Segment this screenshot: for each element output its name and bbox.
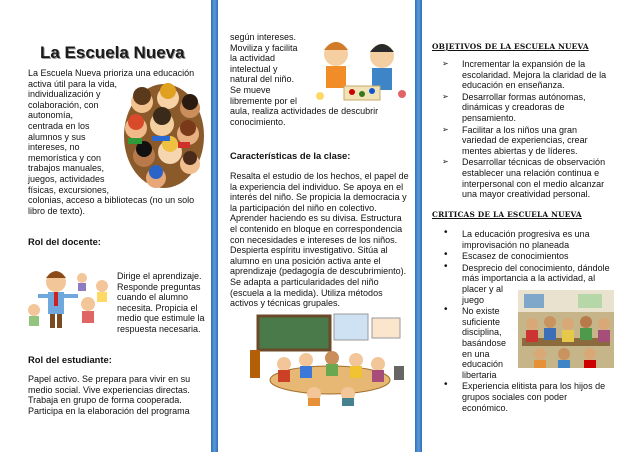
objective-item <box>432 92 616 124</box>
objective-item-line: mentes abiertas y de líderes. <box>462 145 578 156</box>
bullet-icon: • <box>444 304 448 316</box>
page-title: La Escuela Nueva <box>40 43 185 62</box>
objective-item-line: una mayor creatividad personal. <box>462 189 591 200</box>
teacher-line: respuesta necesaria. <box>117 323 201 334</box>
teacher-line: Responde preguntas <box>117 281 201 292</box>
features-line: con necesidades e intereses de los niños. <box>230 234 398 245</box>
fold-line-left <box>211 0 218 452</box>
continuation-line: conocimiento. <box>230 116 286 127</box>
critique-item-line: Desprecio del conocimiento, dándole <box>462 262 610 273</box>
objective-item-line: educación en enseñanza. <box>462 80 565 91</box>
continuation-line: Se mueve <box>230 84 271 95</box>
critique-item-line: improvisación no planeada <box>462 239 570 250</box>
critiques-heading: CRITICAS DE LA ESCUELA NUEVA <box>432 210 582 219</box>
critique-item-line: grupos sociales con poder <box>462 391 568 402</box>
critique-item-line: juego <box>462 294 485 305</box>
student-role-text <box>28 374 208 416</box>
objective-item-line: pensamiento. <box>462 112 517 123</box>
critique-item-line: Escasez de conocimientos <box>462 251 569 262</box>
student-line: Papel activo. Se prepara para vivir en su <box>28 374 191 384</box>
fold-line-right <box>415 0 422 452</box>
features-line: la experiencia del individuo. Se apoya en el <box>230 181 404 192</box>
critique-item-line: placer y al <box>462 283 504 294</box>
critique-item <box>432 306 518 380</box>
intro-line: memorística y con <box>28 152 102 163</box>
features-line: alumno en una posición activa ante el <box>230 255 381 266</box>
features-line: Se adapta a particularidades del niño <box>230 276 379 287</box>
continuation-line: intelectual y <box>230 63 278 74</box>
critique-item-line: económico. <box>462 402 509 413</box>
features-line: el contenido en bloque en correspondencia <box>230 223 403 234</box>
intro-line: físicas, excursiones, <box>28 184 110 195</box>
intro-line: juegos, actividades <box>28 173 105 184</box>
objectives-heading: OBJETIVOS DE LA ESCUELA NUEVA <box>432 42 589 51</box>
objective-item-line: Facilitar a los niños una gran <box>462 124 578 135</box>
bullet-icon: • <box>444 379 448 391</box>
objective-item-line: variedad de experiencias, crear <box>462 135 588 146</box>
intro-line: colonias, acceso a bibliotecas (no un solo <box>28 195 195 206</box>
intro-line: individualización y <box>28 89 101 100</box>
critique-item <box>432 381 616 413</box>
objective-item-line: establecer una relación continua e <box>462 167 600 178</box>
critique-item-line: educación <box>462 359 504 370</box>
bullet-icon: • <box>444 227 448 238</box>
critique-item-line: más importancia a la actividad, al <box>462 273 596 284</box>
intro-line: La Escuela Nueva prioriza una educación <box>28 68 195 78</box>
critique-item-line: La educación progresiva es una <box>462 229 590 239</box>
features-line: Resalta el estudio de los hechos, el papel de <box>230 171 409 181</box>
objective-item <box>432 125 616 157</box>
panel-right <box>430 0 616 452</box>
features-line: aprendizaje (pedagogía de descubrimiento). <box>230 266 407 277</box>
objective-item-line: dinámicas y creadoras de <box>462 102 565 113</box>
student-line: medio social. Vive experiencias directas. <box>28 384 190 395</box>
arrow-bullet-icon: ➢ <box>442 157 449 167</box>
features-line: Aprender haciendo es su divisa. Estructura <box>230 213 402 224</box>
classroom-photo <box>518 290 614 368</box>
continuation-line: aula, realiza actividades de descubrir <box>230 106 379 117</box>
objective-item-line: escolaridad. Mejora la claridad de la <box>462 69 607 80</box>
critique-item-line: en una <box>462 348 490 359</box>
continuation-line: la actividad <box>230 53 276 64</box>
intro-line: centrada en los <box>28 120 90 131</box>
intro-line: alumnos y sus <box>28 131 86 142</box>
intro-line: colaboración, con <box>28 99 99 110</box>
classroom-illustration <box>244 310 414 406</box>
teacher-line: necesita. Propicia el <box>117 302 198 313</box>
teacher-illustration <box>26 264 112 336</box>
teacher-role-text <box>117 271 207 335</box>
class-features-text <box>230 171 410 309</box>
features-line: Despierta espíritu investigativo. Sitúa al <box>230 245 388 256</box>
objective-item-line: interpersonal con el medio alcanzar <box>462 178 605 189</box>
teacher-line: medio que estimule la <box>117 313 205 324</box>
objectives-list <box>432 59 616 201</box>
continuation-line: natural del niño. <box>230 74 295 85</box>
student-line: Trabaja en grupo de forma cooperada. <box>28 395 182 406</box>
critique-item-line: basándose <box>462 337 507 348</box>
student-role-heading: Rol del estudiante: <box>28 354 112 365</box>
arrow-bullet-icon: ➢ <box>442 59 449 68</box>
children-collage-illustration <box>122 82 206 190</box>
student-line: Participa en la elaboración del programa <box>28 405 190 416</box>
kids-painting-illustration <box>314 36 408 106</box>
objective-item-line: Incrementar la expansión de la <box>462 59 586 69</box>
intro-line: autonomía, <box>28 110 74 121</box>
intro-line: libro de texto). <box>28 205 86 216</box>
critique-item-line: Experiencia elitista para los hijos de <box>462 381 606 392</box>
bullet-icon: • <box>444 260 448 272</box>
intro-line: trabajos manuales, <box>28 163 105 174</box>
teacher-line: cuando el alumno <box>117 292 189 303</box>
objective-item-line: Desarrollar formas autónomas, <box>462 91 586 102</box>
intro-line: intereses, no <box>28 142 80 153</box>
objective-item <box>432 157 616 199</box>
arrow-bullet-icon: ➢ <box>442 91 449 101</box>
features-line: activos y técnicas grupales. <box>230 298 341 309</box>
panel-left <box>22 0 206 452</box>
teacher-role-heading: Rol del docente: <box>28 236 101 247</box>
critique-item-line: libertaria <box>462 369 497 380</box>
objective-item-line: Desarrollar técnicas de observación <box>462 157 606 168</box>
arrow-bullet-icon: ➢ <box>442 124 449 134</box>
features-line: la participación del niño en colectivo. <box>230 202 377 213</box>
continuation-line: libremente por el <box>230 95 298 106</box>
critique-item-line: suficiente <box>462 316 501 327</box>
features-line: interés del niño. Se propicia la democracia y <box>230 192 407 203</box>
features-line: (escuela a la medida). Utiliza métodos <box>230 287 383 298</box>
bullet-icon: • <box>444 249 448 261</box>
critique-item-line: No existe <box>462 306 500 317</box>
objective-item <box>432 59 616 91</box>
teacher-line: Dirige el aprendizaje. <box>117 271 202 281</box>
critique-item-line: disciplina, <box>462 327 502 338</box>
continuation-line: según intereses. <box>230 32 297 42</box>
intro-line: activa útil para la vida, <box>28 78 118 89</box>
panel-middle <box>230 0 410 452</box>
critique-item <box>432 251 616 262</box>
critique-item <box>432 229 616 250</box>
continuation-line: Moviliza y facilita <box>230 42 298 53</box>
class-features-heading: Características de la clase: <box>230 150 351 161</box>
